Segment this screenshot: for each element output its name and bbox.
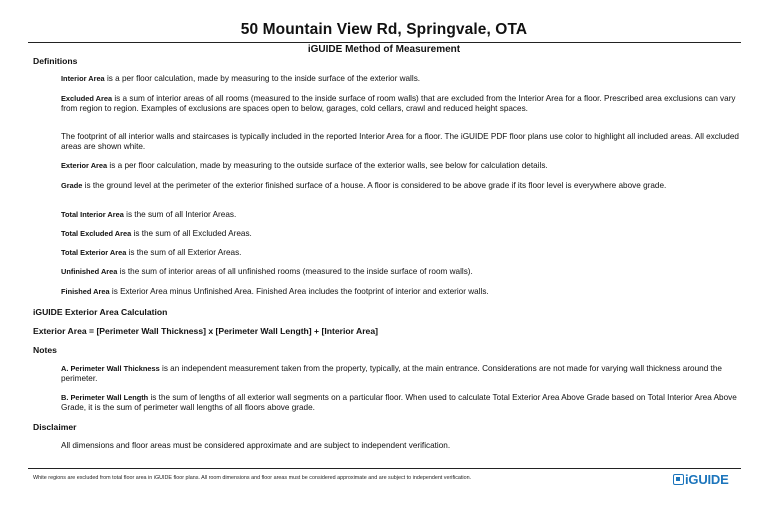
term-total-excluded-area: Total Excluded Area	[61, 229, 132, 238]
term-perimeter-wall-length: B. Perimeter Wall Length	[61, 393, 149, 402]
term-interior-area: Interior Area	[61, 74, 105, 83]
term-total-interior-area: Total Interior Area	[61, 210, 124, 219]
definition-text: is the sum of all Interior Areas.	[123, 210, 237, 219]
definition-total-excluded-area	[61, 229, 741, 239]
iguide-logo-text: iGUIDE	[685, 471, 729, 487]
page-subtitle: iGUIDE Method of Measurement	[307, 44, 461, 55]
note-b	[61, 393, 741, 413]
calculation-heading: iGUIDE Exterior Area Calculation	[33, 307, 168, 317]
term-finished-area: Finished Area	[61, 287, 110, 296]
term-total-exterior-area: Total Exterior Area	[61, 248, 127, 257]
header-divider	[28, 42, 741, 43]
term-perimeter-wall-thickness: A. Perimeter Wall Thickness	[61, 364, 160, 373]
definitions-heading: Definitions	[33, 56, 78, 66]
note-a	[61, 364, 741, 384]
definition-text: is a per floor calculation, made by measuring to the outside surface of the exterior walls, see below for calculation details.	[107, 161, 548, 170]
footer-text: White regions are excluded from total floor area in iGUIDE floor plans. All room dimensions and floor areas must be considered approximate and are subject to independent verification.	[33, 475, 472, 481]
definition-unfinished-area	[61, 267, 741, 277]
footer-divider	[28, 468, 741, 469]
definition-text: is the sum of interior areas of all unfinished rooms (measured to the inside surface of room walls).	[117, 267, 473, 276]
definition-text: is the sum of all Excluded Areas.	[131, 229, 252, 238]
definition-interior-area	[61, 74, 741, 84]
iguide-logo	[673, 472, 729, 486]
exterior-area-formula: Exterior Area = [Perimeter Wall Thickness] x [Perimeter Wall Length] + [Interior Area]	[33, 326, 378, 336]
term-grade: Grade	[61, 181, 83, 190]
definition-excluded-area	[61, 94, 741, 114]
definition-text: is a per floor calculation, made by measuring to the inside surface of the exterior walls.	[104, 74, 421, 83]
note-text: is the sum of lengths of all exterior wall segments on a particular floor. When used to calculate Total Exterior Area Above Grade based on Total Interior Area Above Grade, it is the sum of perimeter wall lengths of all floors above grade.	[61, 393, 737, 412]
term-exterior-area: Exterior Area	[61, 161, 108, 170]
disclaimer-text: All dimensions and floor areas must be considered approximate and are subject to independent verification.	[61, 441, 451, 450]
footprint-paragraph: The footprint of all interior walls and staircases is typically included in the reported Interior Area for a floor. The iGUIDE PDF floor plans use color to highlight all included areas. All excluded areas are shown white.	[61, 132, 739, 151]
definition-exterior-area	[61, 161, 741, 171]
iguide-logo-icon	[673, 474, 684, 485]
disclaimer-heading: Disclaimer	[33, 422, 77, 432]
page-title: 50 Mountain View Rd, Springvale, OTA	[240, 21, 528, 38]
definition-grade	[61, 181, 741, 191]
definition-text: is a sum of interior areas of all rooms (measured to the inside surface of room walls) that are excluded from the Interior Area for a floor. Prescribed area exclusions can vary from region to region. Examples of exclusions are spaces open to below, garages, cold cellars, crawl and reduced height spaces.	[61, 94, 736, 113]
term-excluded-area: Excluded Area	[61, 94, 113, 103]
notes-heading: Notes	[33, 345, 57, 355]
definition-total-exterior-area	[61, 248, 741, 258]
definition-total-interior-area	[61, 210, 741, 220]
definition-text: is Exterior Area minus Unfinished Area. Finished Area includes the footprint of interior and exterior walls.	[109, 287, 489, 296]
definition-text: is the ground level at the perimeter of the exterior finished surface of a house. A floor is considered to be above grade if its floor level is everywhere above grade.	[82, 181, 667, 190]
term-unfinished-area: Unfinished Area	[61, 267, 118, 276]
note-text: is an independent measurement taken from the property, typically, at the main entrance. Considerations are not made for varying wall thickness around the perimeter.	[61, 364, 722, 383]
definition-text: is the sum of all Exterior Areas.	[126, 248, 242, 257]
definition-finished-area	[61, 287, 741, 297]
